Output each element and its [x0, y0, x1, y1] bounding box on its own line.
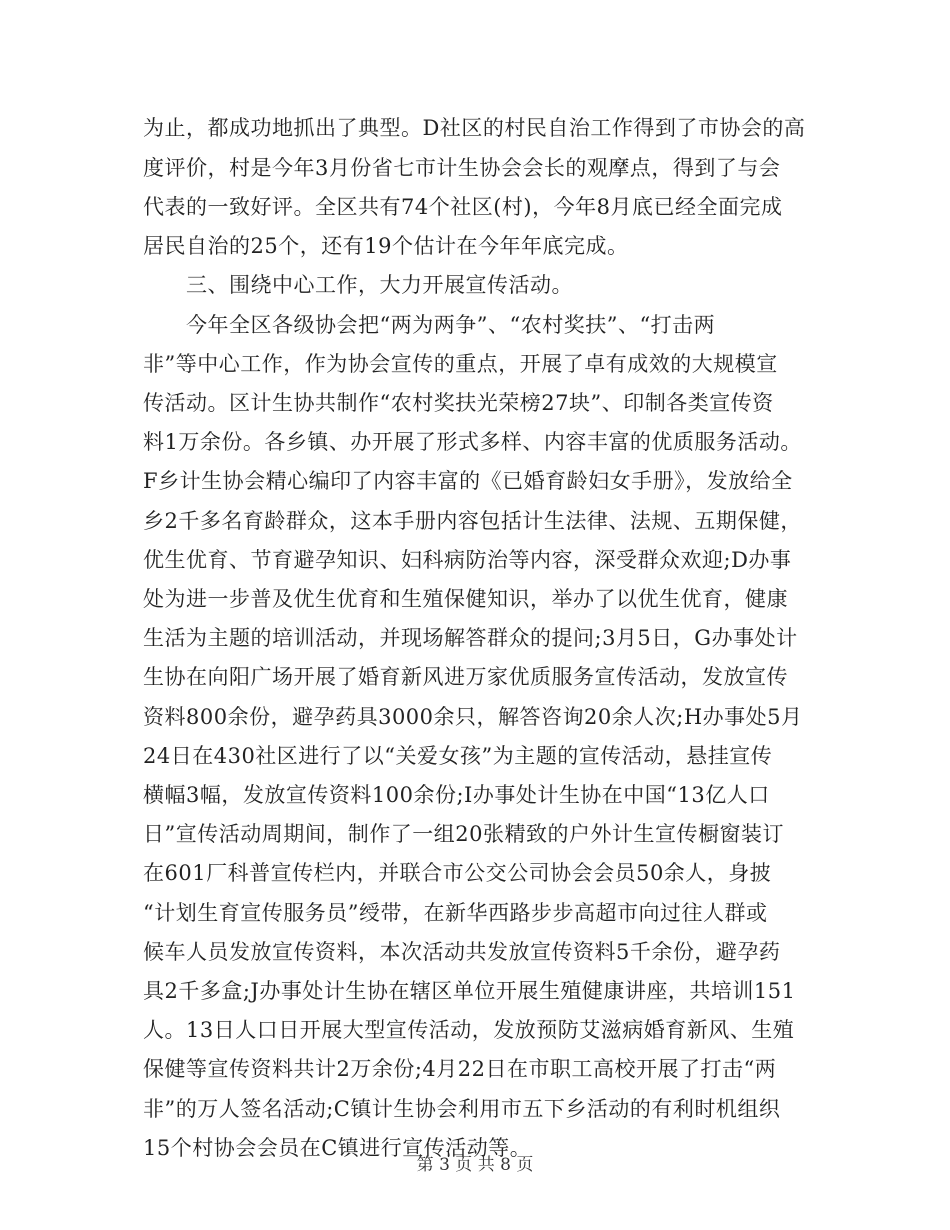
text-line: 生活为主题的培训活动，并现场解答群众的提问;3月5日，G办事处计: [143, 626, 798, 650]
text-line: 料1万余份。各乡镇、办开展了形式多样、内容丰富的优质服务活动。: [143, 430, 802, 454]
text-line: 保健等宣传资料共计2万余份;4月22日在市职工高校开展了打击“两: [143, 1057, 777, 1081]
text-line: 在601厂科普宣传栏内，并联合市公交公司协会会员50余人，身披: [143, 861, 772, 885]
page-footer: 第 3 页 共 8 页: [416, 1155, 534, 1175]
paragraph-first-line: 今年全区各级协会把“两为两争”、“农村奖扶”、“打击两: [186, 313, 716, 337]
text-line: 非”的万人签名活动;C镇计生协会利用市五下乡活动的有利时机组织: [143, 1097, 781, 1121]
text-line: 传活动。区计生协共制作“农村奖扶光荣榜27块”、印制各类宣传资: [143, 391, 774, 415]
text-line: 资料800余份，避孕药具3000余只，解答咨询20余人次;H办事处5月: [143, 705, 803, 729]
text-line: 具2千多盒;J办事处计生协在辖区单位开展生殖健康讲座，共培训151: [143, 979, 796, 1003]
text-line: 代表的一致好评。全区共有74个社区(村)，今年8月底已经全面完成: [143, 195, 783, 219]
text-line: F乡计生协会精心编印了内容丰富的《已婚育龄妇女手册》，发放给全: [143, 469, 793, 493]
text-line: “计划生育宣传服务员”绶带，在新华西路步步高超市向过往人群或: [143, 901, 768, 925]
text-line: 24日在430社区进行了以“关爱女孩”为主题的宣传活动，悬挂宣传: [143, 744, 773, 768]
text-line: 乡2千多名育龄群众，这本手册内容包括计生法律、法规、五期保健，: [143, 509, 802, 533]
text-line: 15个村协会会员在C镇进行宣传活动等。: [143, 1136, 532, 1160]
text-line: 为止，都成功地抓出了典型。D社区的村民自治工作得到了市协会的高: [143, 116, 806, 140]
text-line: 人。13日人口日开展大型宣传活动，发放预防艾滋病婚育新风、生殖: [143, 1018, 795, 1042]
text-line: 横幅3幅，发放宣传资料100余份;I办事处计生协在中国“13亿人口: [143, 783, 770, 807]
section-heading: 三、围绕中心工作，大力开展宣传活动。: [186, 273, 573, 297]
text-line: 候车人员发放宣传资料，本次活动共发放宣传资料5千余份，避孕药: [143, 940, 781, 964]
text-line: 生协在向阳广场开展了婚育新风进万家优质服务宣传活动，发放宣传: [143, 665, 788, 689]
text-line: 优生优育、节育避孕知识、妇科病防治等内容，深受群众欢迎;D办事: [143, 548, 792, 572]
text-line: 度评价，村是今年3月份省七市计生协会会长的观摩点，得到了与会: [143, 156, 781, 180]
text-line: 处为进一步普及优生优育和生殖保健知识，举办了以优生优育，健康: [143, 587, 788, 611]
text-line: 居民自治的25个，还有19个估计在今年年底完成。: [143, 234, 629, 258]
text-line: 日”宣传活动周期间，制作了一组20张精致的户外计生宣传橱窗装订: [143, 822, 784, 846]
text-line: 非”等中心工作，作为协会宣传的重点，开展了卓有成效的大规模宣: [143, 352, 778, 376]
